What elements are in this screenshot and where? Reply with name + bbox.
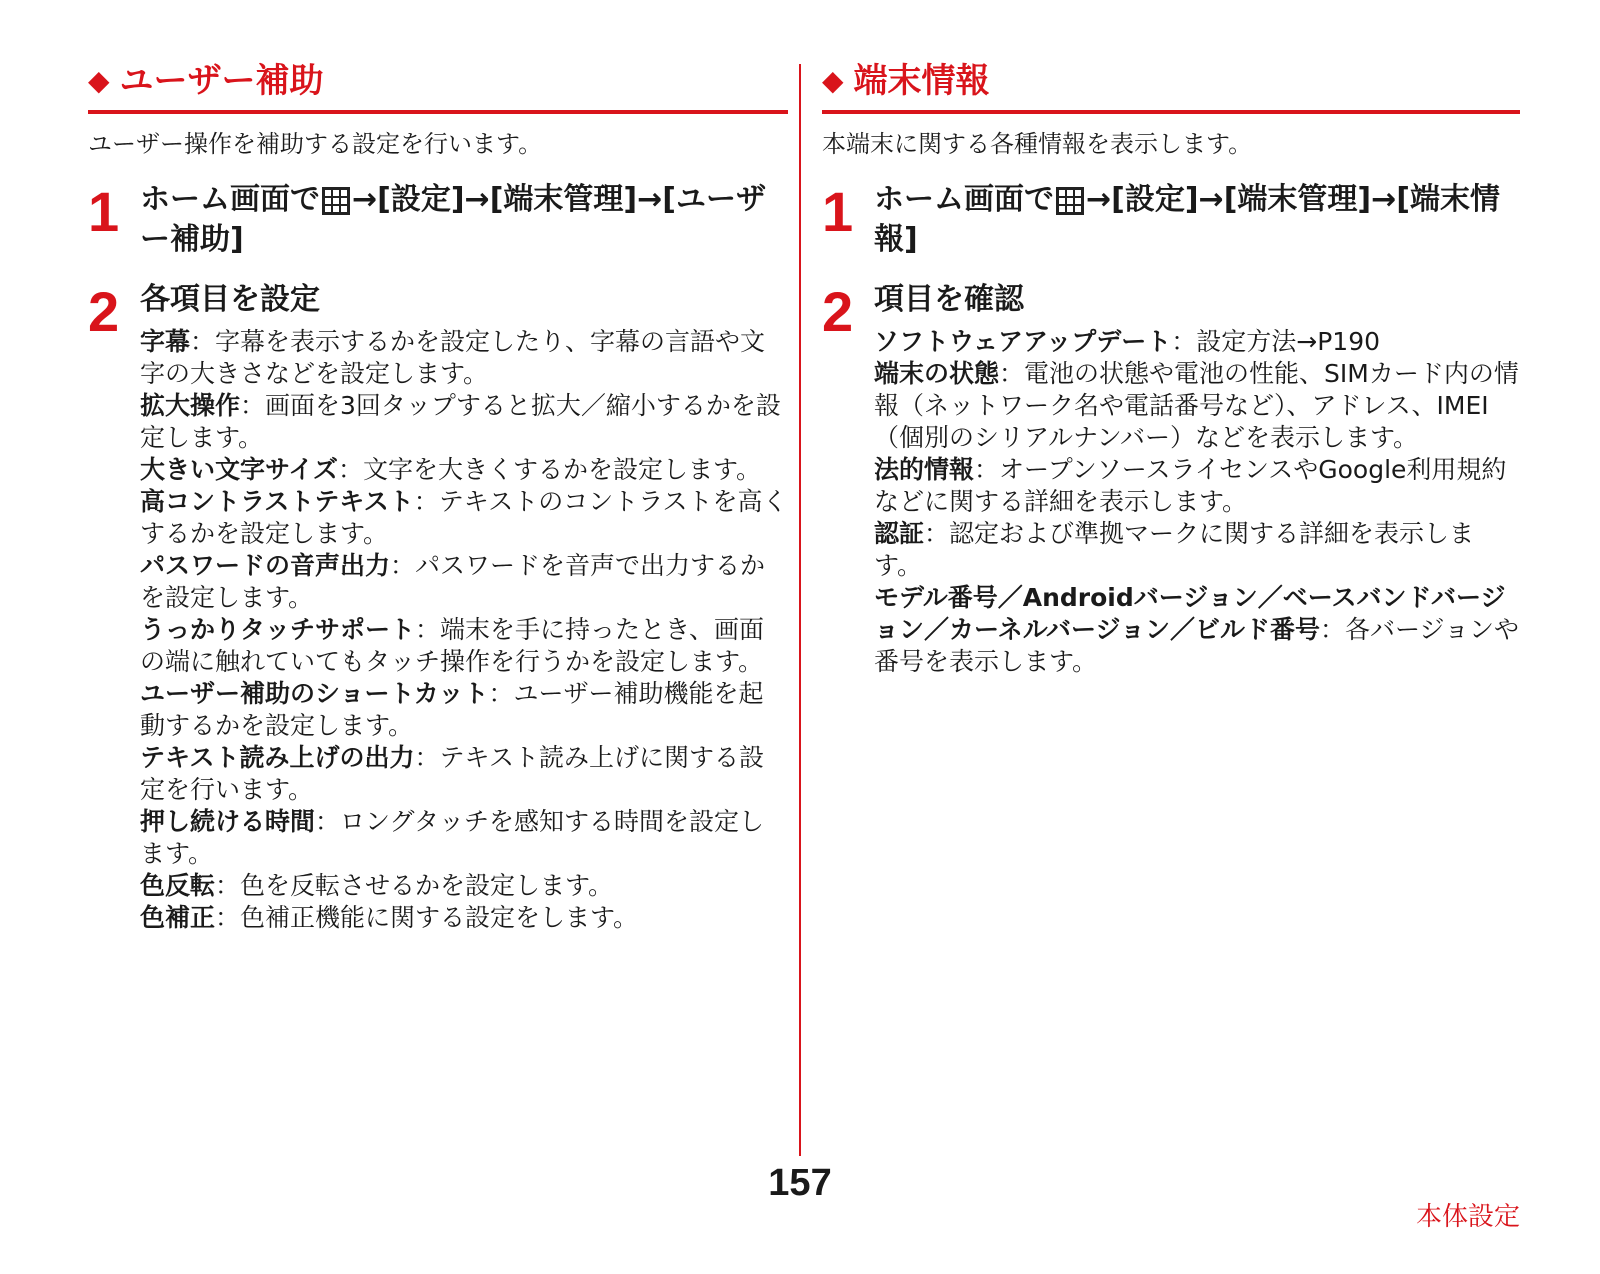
step-number: 2 — [88, 280, 120, 343]
item-text: ：オープンソースライセンスやGoogle利用規約などに関する詳細を表示します。 — [874, 455, 1507, 516]
step-title — [140, 180, 788, 260]
apps-grid-icon — [322, 187, 350, 215]
item-label: 字幕 — [140, 327, 191, 356]
step-title: 各項目を設定 — [140, 282, 320, 317]
list-item — [874, 454, 1520, 518]
list-item — [140, 326, 788, 390]
item-text: ：画面を3回タップすると拡大／縮小するかを設定します。 — [140, 391, 781, 452]
list-item — [140, 806, 788, 870]
item-label: 法的情報 — [874, 455, 975, 484]
section-title: ユーザー補助 — [119, 61, 324, 101]
item-text: ：端末を手に持ったとき、画面の端に触れていてもタッチ操作を行うかを設定します。 — [140, 615, 765, 676]
item-label: 色補正 — [140, 903, 216, 932]
list-item — [140, 486, 788, 550]
list-item — [140, 390, 788, 454]
item-text: ：電池の状態や電池の性能、SIMカード内の情報（ネットワーク名や電話番号など）、アドレス、IMEI（個別のシリアルナンバー）などを表示します。 — [874, 359, 1519, 452]
step-1 — [822, 180, 1520, 260]
item-text: ：認定および準拠マークに関する詳細を表示します。 — [874, 519, 1475, 580]
section-heading — [822, 58, 1520, 114]
item-label: ユーザー補助のショートカット — [140, 679, 489, 708]
item-label: 拡大操作 — [140, 391, 241, 420]
diamond-icon: ◆ — [88, 64, 110, 97]
item-text: ：色補正機能に関する設定をします。 — [215, 903, 639, 932]
item-text: ：パスワードを音声で出力するかを設定します。 — [140, 551, 766, 612]
item-text: ：文字を大きくするかを設定します。 — [338, 455, 762, 484]
list-item — [874, 358, 1520, 454]
item-label: テキスト読み上げの出力 — [140, 743, 415, 772]
step-title: 項目を確認 — [874, 282, 1024, 317]
step-title — [874, 180, 1520, 260]
item-label: ソフトウェアアップデート — [874, 327, 1172, 356]
page-number: 157 — [768, 1162, 832, 1204]
diamond-icon: ◆ — [822, 64, 844, 97]
item-label: パスワードの音声出力 — [140, 551, 391, 580]
section-user-assist — [88, 58, 788, 934]
step-number: 2 — [822, 280, 854, 343]
list-item — [140, 870, 788, 902]
item-text: ：テキスト読み上げに関する設定を行います。 — [140, 743, 765, 804]
item-label: 大きい文字サイズ — [140, 455, 339, 484]
item-text: ：ユーザー補助機能を起動するかを設定します。 — [140, 679, 764, 740]
section-title: 端末情報 — [853, 61, 990, 101]
item-text: ：字幕を表示するかを設定したり、字幕の言語や文字の大きさなどを設定します。 — [140, 327, 766, 388]
list-item — [140, 742, 788, 806]
item-label: 押し続ける時間 — [140, 807, 316, 836]
item-label: 端末の状態 — [874, 359, 1000, 388]
step-1 — [88, 180, 788, 260]
step-title-suffix: →[設定]→[端末管理]→[ユーザー補助] — [140, 182, 766, 257]
list-item — [874, 326, 1520, 358]
step-2 — [822, 280, 1520, 678]
step-title-prefix: ホーム画面で — [874, 182, 1054, 217]
item-label: 色反転 — [140, 871, 216, 900]
step-2 — [88, 280, 788, 934]
list-item — [140, 550, 788, 614]
item-label: モデル番号／Androidバージョン／ベースバンドバージョン／カーネルバージョン／ビルド番号 — [874, 583, 1506, 644]
step-title-suffix: →[設定]→[端末管理]→[端末情報] — [874, 182, 1500, 257]
item-text: ：色を反転させるかを設定します。 — [215, 871, 614, 900]
section-intro: ユーザー操作を補助する設定を行います。 — [88, 130, 543, 158]
list-item — [140, 614, 788, 678]
step-number: 1 — [822, 180, 854, 243]
section-device-info — [822, 58, 1520, 678]
item-text: ：各バージョンや番号を表示します。 — [874, 615, 1520, 676]
step-number: 1 — [88, 180, 120, 243]
list-item — [140, 902, 788, 934]
info-items — [874, 326, 1520, 678]
column-divider — [799, 64, 801, 1156]
list-item — [140, 454, 788, 486]
item-text: ：ロングタッチを感知する時間を設定します。 — [140, 807, 765, 868]
list-item — [874, 518, 1520, 582]
step-title-prefix: ホーム画面で — [140, 182, 320, 217]
item-label: 認証 — [874, 519, 925, 548]
list-item — [874, 582, 1520, 678]
section-intro: 本端末に関する各種情報を表示します。 — [822, 130, 1253, 158]
list-item — [140, 678, 788, 742]
chapter-label: 本体設定 — [1415, 1202, 1520, 1232]
item-label: うっかりタッチサポート — [140, 615, 416, 644]
setting-items — [140, 326, 788, 934]
item-text: ：テキストのコントラストを高くするかを設定します。 — [140, 487, 788, 548]
item-text: ：設定方法→P190 — [1171, 327, 1381, 356]
apps-grid-icon — [1056, 187, 1084, 215]
item-label: 高コントラストテキスト — [140, 487, 414, 516]
section-heading — [88, 58, 788, 114]
